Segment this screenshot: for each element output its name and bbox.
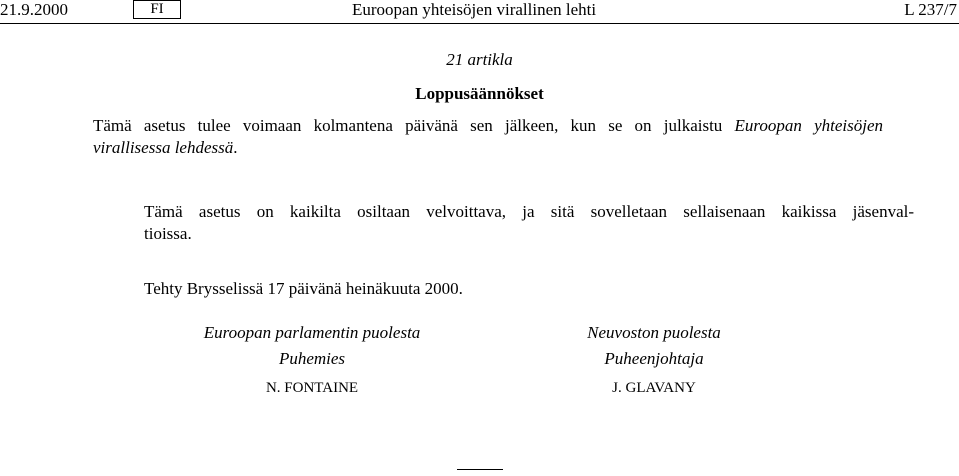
right-signatory-institution: Neuvoston puolesta	[587, 323, 721, 342]
binding-paragraph	[144, 201, 914, 245]
footer-separator	[457, 469, 503, 470]
entry-into-force-paragraph	[93, 115, 883, 159]
paragraph1-text: Tämä asetus tulee voimaan kolmantena päivänä sen jälkeen, kun se on julkaistu	[93, 116, 723, 135]
paragraph1-period: .	[233, 138, 238, 157]
binding-line2: tioissa.	[144, 224, 192, 243]
left-signatory-role: Puhemies	[278, 349, 346, 368]
paragraph1-line1	[93, 115, 883, 137]
header-date: 21.9.2000	[0, 0, 68, 19]
paragraph1-journal-name-cont: virallisessa lehdessä	[93, 138, 234, 157]
left-signatory-name: N. FONTAINE	[265, 380, 359, 396]
binding-line1: Tämä asetus on kaikilta osiltaan velvoittava, ja sitä sovelletaan sellaisenaan kaikissa jäsenval-	[144, 202, 914, 221]
paragraph1-journal-name: Euroopan yhteisöjen	[734, 116, 883, 135]
article-title: Loppusäännökset	[415, 84, 544, 103]
paragraph1-line2	[93, 138, 238, 157]
page-reference: L 237/7	[904, 0, 957, 19]
right-signatory-role: Puheenjohtaja	[604, 349, 704, 368]
journal-title: Euroopan yhteisöjen virallinen lehti	[352, 0, 597, 19]
header-rule	[0, 23, 959, 24]
left-signatory-institution: Euroopan parlamentin puolesta	[203, 323, 421, 342]
article-number: 21 artikla	[446, 50, 513, 69]
language-code-badge: FI	[133, 0, 181, 19]
right-signatory-name: J. GLAVANY	[612, 380, 696, 396]
place-and-date: Tehty Brysselissä 17 päivänä heinäkuuta 2000.	[144, 279, 463, 298]
